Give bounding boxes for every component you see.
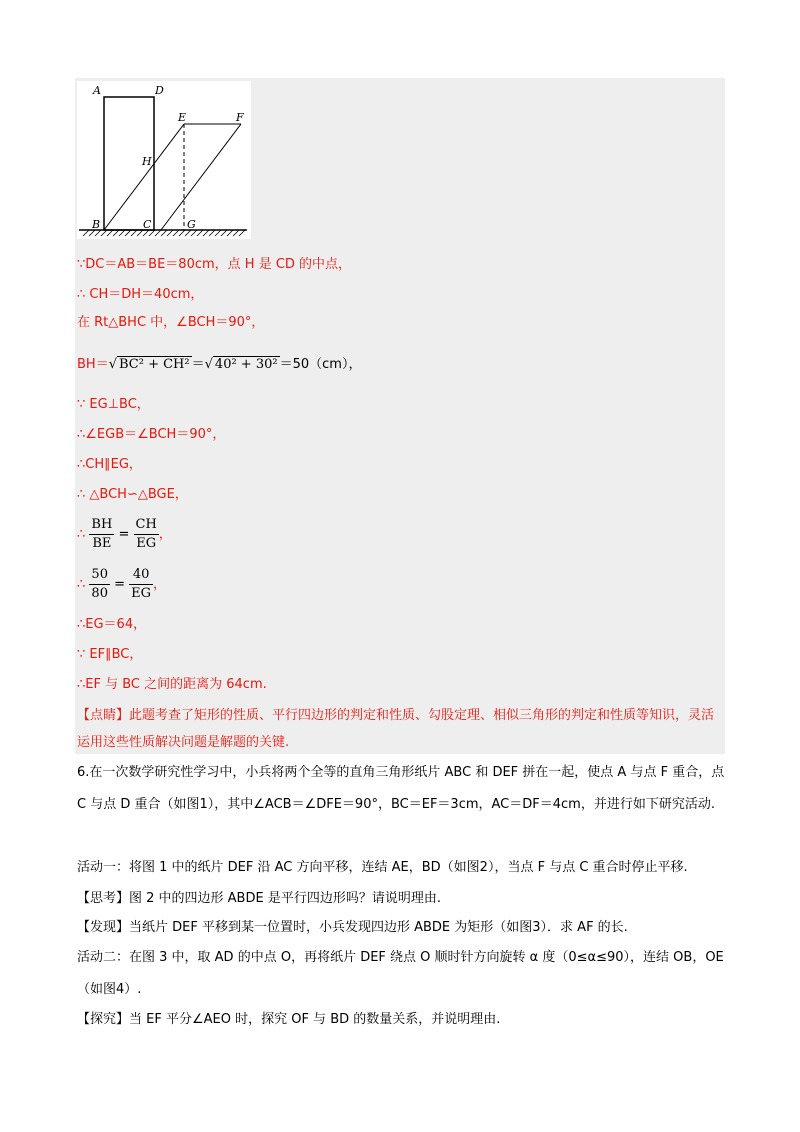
fraction-numerator: BH: [89, 516, 114, 535]
solution-line-3: 在 Rt△BHC 中，∠BCH＝90°，: [77, 315, 265, 330]
solution-line-10: [77, 566, 166, 603]
fraction-denominator: BE: [92, 536, 112, 551]
radicand-2: 40² + 30²: [214, 357, 278, 372]
solution-comment: 【点睛】此题考查了矩形的性质、平行四边形的判定和性质、勾股定理、相似三角形的判定和性质等知识，灵活运用这些性质解决问题是解题的关键.: [77, 708, 715, 750]
solution-line-8: ∴ △BCH∽△BGE，: [77, 487, 188, 502]
solution-line-13: ∴EF 与 BC 之间的距离为 64cm.: [77, 677, 267, 692]
fraction-bh-be: [89, 516, 114, 553]
label-a: A: [93, 84, 101, 97]
solution-line-12: ∵ EF∥BC，: [77, 647, 143, 662]
geometry-figure: [77, 81, 251, 239]
bh-result: ＝50（cm），: [279, 357, 362, 372]
comma: ，: [158, 527, 172, 542]
equals-sign: =: [118, 527, 130, 542]
fraction-numerator: 40: [129, 566, 153, 585]
fraction-denominator: EG: [131, 586, 152, 601]
solution-line-11: ∴EG＝64，: [77, 617, 147, 632]
fraction-denominator: 80: [91, 586, 108, 601]
problem-paragraph-2: 活动一：将图 1 中的纸片 DEF 沿 AC 方向平移，连结 AE，BD（如图2），当点 F 与点 C 重合时停止平移.: [77, 860, 688, 875]
solution-line-7: ∴CH∥EG，: [77, 457, 142, 472]
sqrt-expression-2: √ 40² + 30²: [204, 357, 278, 372]
solution-line-5: ∵ EG⊥BC，: [77, 397, 150, 412]
problem-paragraph-4: 【发现】当纸片 DEF 平移到某一位置时，小兵发现四边形 ABDE 为矩形（如图3）．求 AF 的长.: [77, 920, 628, 935]
solution-line-1: ∵DC＝AB＝BE＝80cm，点 H 是 CD 的中点，: [77, 257, 352, 272]
label-d: D: [155, 84, 164, 97]
therefore-sign: ∴: [77, 577, 86, 592]
therefore-sign: ∴: [77, 527, 86, 542]
sqrt-expression-1: √ BC² + CH²: [108, 357, 190, 372]
comma: ，: [153, 577, 167, 592]
solution-line-6: ∴∠EGB＝∠BCH＝90°，: [77, 427, 226, 442]
label-f: F: [236, 111, 244, 124]
radicand-1: BC² + CH²: [119, 357, 190, 372]
label-h: H: [142, 155, 152, 168]
bh-prefix: BH＝: [77, 357, 109, 372]
equals-sign: =: [114, 577, 126, 592]
label-g: G: [187, 218, 196, 231]
equals-sign-1: ＝: [191, 357, 205, 372]
fraction-numerator: CH: [134, 516, 159, 535]
problem-paragraph-1: 6.在一次数学研究性学习中，小兵将两个全等的直角三角形纸片 ABC 和 DEF 拼在一起，使点 A 与点 F 重合，点 C 与点 D 重合（如图1），其中∠ACB＝∠DFE＝90°，BC＝EF＝3cm，AC＝DF＝4cm，并进行如下研究活动.: [77, 765, 725, 812]
label-e: E: [178, 111, 187, 124]
geometry-diagram: [77, 81, 251, 239]
problem-paragraph-3: 【思考】图 2 中的四边形 ABDE 是平行四边形吗？请说明理由.: [77, 891, 441, 906]
fraction-denominator: EG: [136, 536, 157, 551]
solution-line-4: [77, 356, 361, 374]
fraction-ch-eg: [134, 516, 159, 553]
fraction-50-80: [89, 566, 110, 603]
fraction-numerator: 50: [89, 566, 110, 585]
fraction-40-eg: [129, 566, 153, 603]
problem-paragraph-6: 【探究】当 EF 平分∠AEO 时，探究 OF 与 BD 的数量关系，并说明理由.: [77, 1012, 501, 1027]
solution-line-9: [77, 516, 172, 553]
solution-line-2: ∴ CH＝DH＝40cm，: [77, 287, 204, 302]
label-c: C: [143, 218, 152, 231]
problem-paragraph-5: 活动二：在图 3 中，取 AD 的中点 O，再将纸片 DEF 绕点 O 顺时针方向旋转 α 度（0≤α≤90），连结 OB，OE（如图4）.: [77, 950, 724, 997]
label-b: B: [92, 218, 101, 231]
